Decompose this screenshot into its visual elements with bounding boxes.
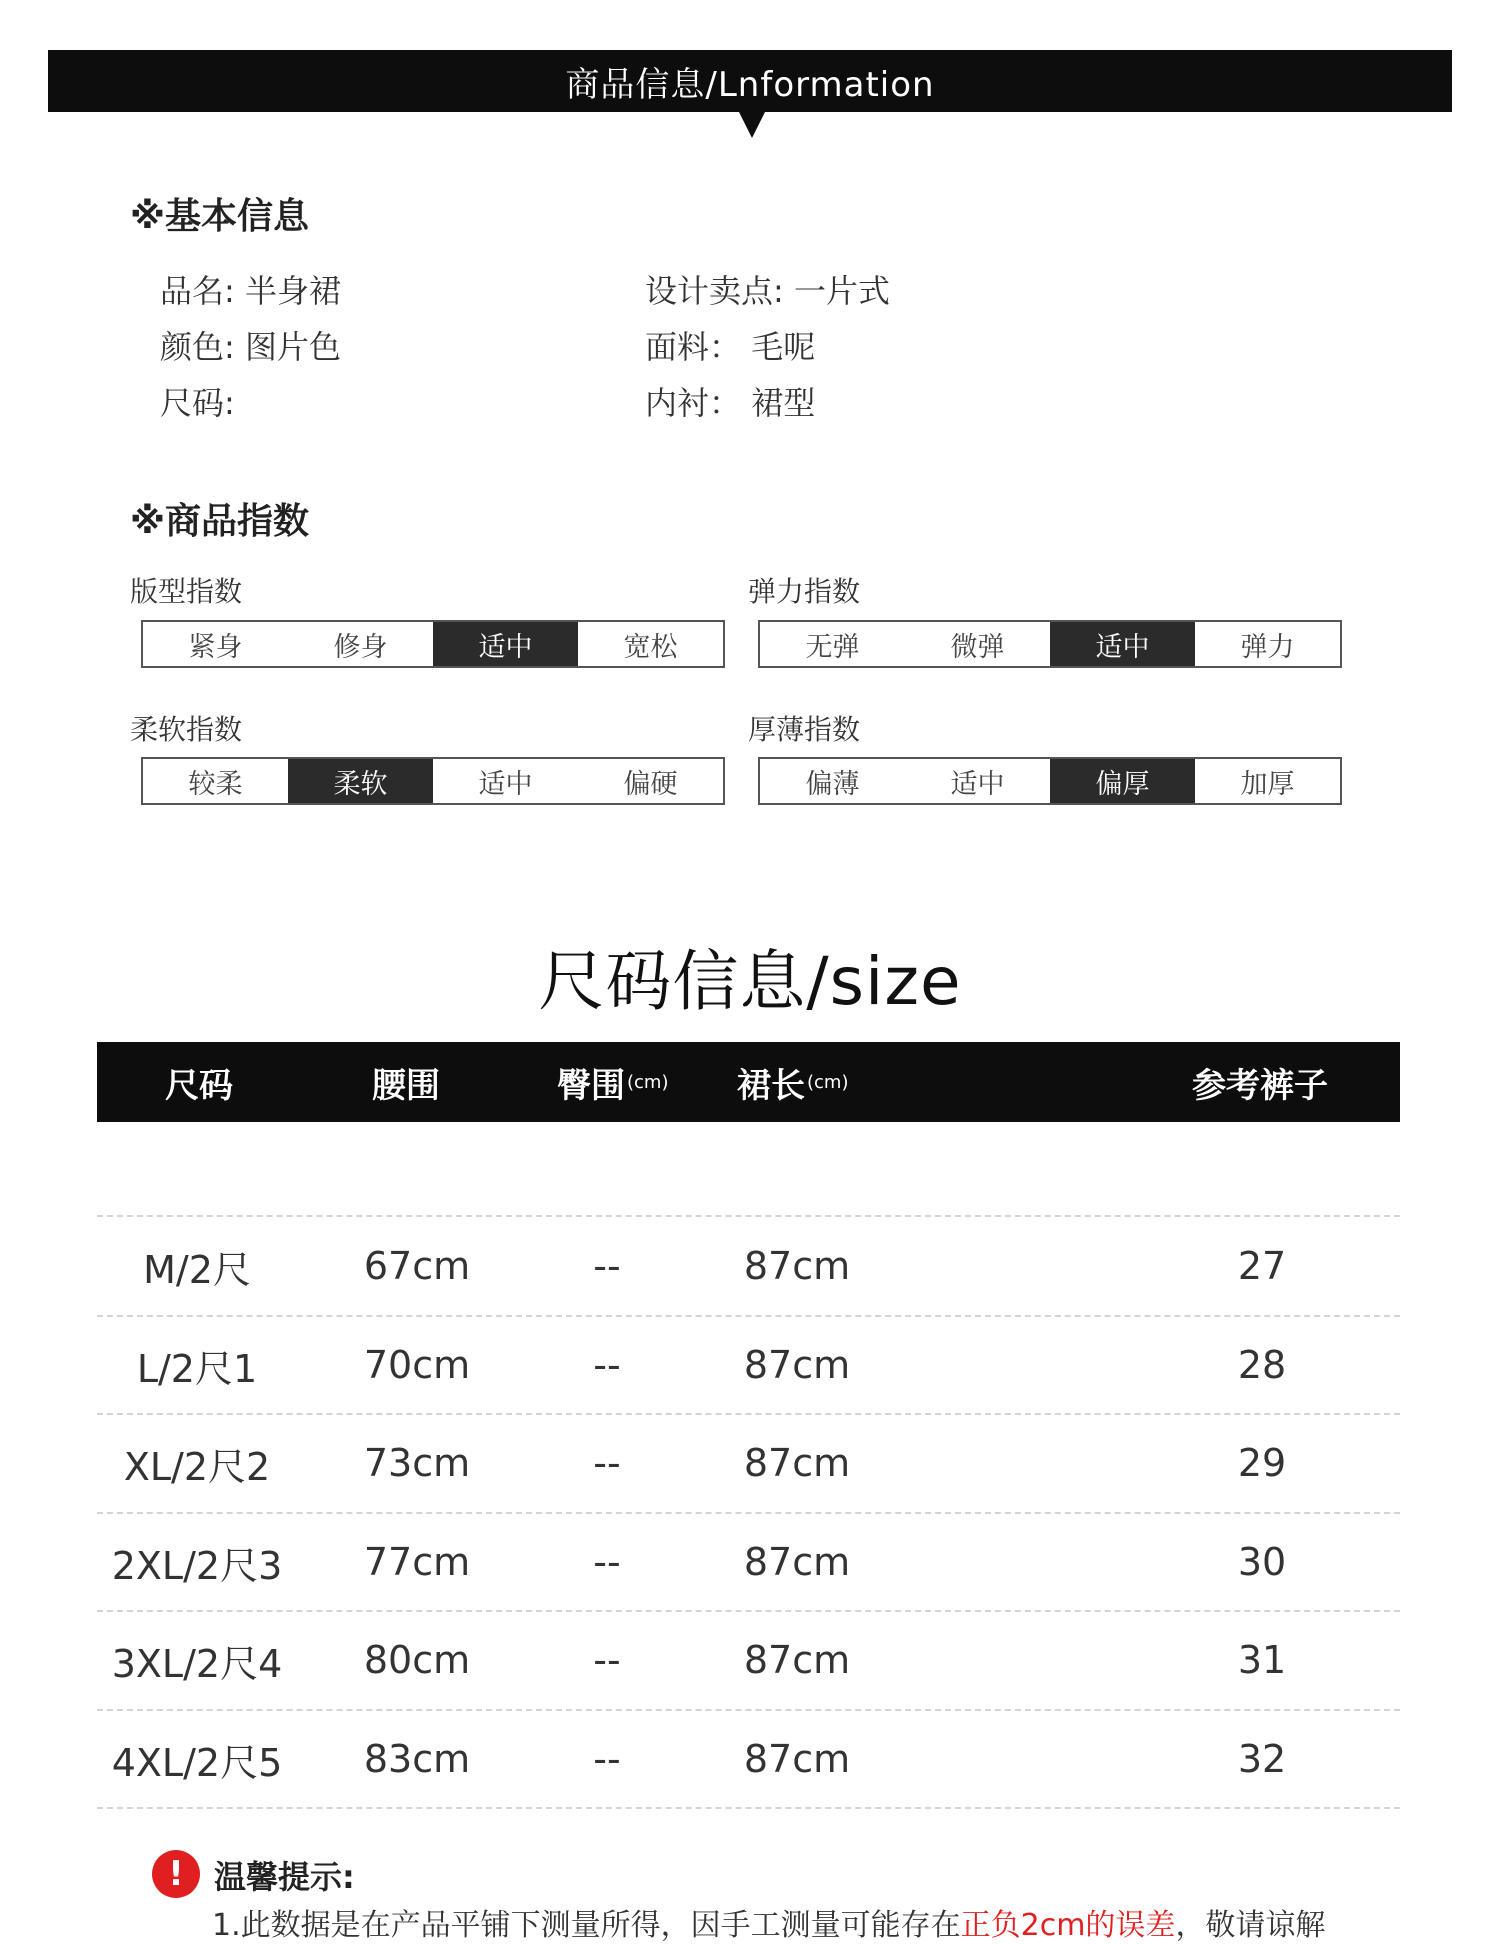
cell-waist: 70cm (363, 1343, 471, 1387)
field-value: 半身裙 (244, 272, 341, 310)
cell-waist: 83cm (363, 1737, 471, 1781)
cell-pants: 31 (1237, 1638, 1287, 1682)
header-hip-label: 臀围 (557, 1065, 625, 1106)
cell-waist: 67cm (363, 1244, 471, 1288)
cell-length: 87cm (743, 1244, 851, 1288)
scale-option: 较柔 (143, 759, 288, 803)
scale-option: 无弹 (760, 622, 905, 666)
cell-length: 87cm (743, 1737, 851, 1781)
field-design-feature (645, 266, 890, 312)
softness-scale (141, 757, 725, 805)
cell-size: L/2尺1 (136, 1346, 258, 1391)
header-length (737, 1042, 848, 1122)
scale-option-selected: 适中 (433, 622, 578, 666)
field-value: 毛呢 (751, 328, 816, 366)
cell-waist: 80cm (363, 1638, 471, 1682)
header-size: 尺码 (165, 1065, 233, 1106)
table-row (97, 1217, 1400, 1315)
cell-size: M/2尺 (143, 1247, 251, 1292)
scale-label-softness: 柔软指数 (130, 713, 243, 746)
tip-text-main: 1.此数据是在产品平铺下测量所得，因手工测量可能存在 (212, 1908, 961, 1943)
size-table-header (97, 1042, 1400, 1122)
field-label: 面料： (645, 328, 742, 366)
tip-text-end: ，敬请谅解 (1175, 1908, 1326, 1943)
field-lining (645, 378, 815, 424)
cell-length: 87cm (743, 1540, 851, 1584)
header-length-label: 裙长 (737, 1065, 805, 1106)
scale-option: 宽松 (578, 622, 723, 666)
scale-label-fit: 版型指数 (130, 575, 243, 608)
field-label: 尺码: (160, 384, 235, 422)
field-size (160, 378, 235, 424)
scale-option: 弹力 (1195, 622, 1340, 666)
basic-info-title: ※基本信息 (130, 196, 309, 237)
thickness-scale (758, 757, 1342, 805)
field-label: 品名: (160, 272, 235, 310)
product-index-title: ※商品指数 (130, 501, 309, 542)
field-value: 图片色 (244, 328, 341, 366)
scale-option: 偏硬 (578, 759, 723, 803)
cell-pants: 30 (1237, 1540, 1287, 1584)
cell-waist: 73cm (363, 1441, 471, 1485)
scale-option: 适中 (905, 759, 1050, 803)
table-row (97, 1316, 1400, 1414)
cell-hip: -- (593, 1441, 621, 1485)
information-title: 商品信息/Lnformation (565, 64, 935, 105)
scale-option-selected: 柔软 (288, 759, 433, 803)
field-label: 颜色: (160, 328, 235, 366)
cell-hip: -- (593, 1540, 621, 1584)
cell-pants: 28 (1237, 1343, 1287, 1387)
scale-option: 偏薄 (760, 759, 905, 803)
header-length-unit: (cm) (807, 1071, 849, 1093)
table-row (97, 1710, 1400, 1808)
table-row (97, 1611, 1400, 1709)
field-value: 一片式 (793, 272, 890, 310)
scale-option: 适中 (433, 759, 578, 803)
cell-waist: 77cm (363, 1540, 471, 1584)
information-header (48, 50, 1452, 112)
cell-size: 2XL/2尺3 (111, 1543, 283, 1588)
cell-size: 4XL/2尺5 (111, 1740, 283, 1785)
tip-text-highlight: 正负2cm的误差 (960, 1908, 1176, 1943)
field-label: 内衬： (645, 384, 742, 422)
cell-hip: -- (593, 1343, 621, 1387)
cell-pants: 27 (1237, 1244, 1287, 1288)
header-hip-unit: (cm) (627, 1071, 669, 1093)
cell-size: 3XL/2尺4 (111, 1641, 283, 1686)
field-value: 裙型 (751, 384, 816, 422)
table-row (97, 1414, 1400, 1512)
cell-hip: -- (593, 1737, 621, 1781)
scale-label-thickness: 厚薄指数 (748, 713, 861, 746)
field-product-name (160, 266, 341, 312)
header-hip (557, 1042, 668, 1122)
fit-scale (141, 620, 725, 668)
scale-option: 修身 (288, 622, 433, 666)
field-label: 设计卖点: (645, 272, 784, 310)
cell-pants: 29 (1237, 1441, 1287, 1485)
cell-hip: -- (593, 1638, 621, 1682)
header-reference-pants: 参考裤子 (1192, 1065, 1328, 1106)
field-fabric (645, 322, 815, 368)
field-color (160, 322, 341, 368)
cell-length: 87cm (743, 1638, 851, 1682)
table-row (97, 1513, 1400, 1611)
cell-length: 87cm (743, 1441, 851, 1485)
scale-label-elasticity: 弹力指数 (748, 575, 861, 608)
cell-length: 87cm (743, 1343, 851, 1387)
scale-option: 紧身 (143, 622, 288, 666)
elasticity-scale (758, 620, 1342, 668)
tip-title: 温馨提示: (214, 1858, 355, 1896)
header-pointer-arrow (738, 110, 766, 138)
scale-option-selected: 适中 (1050, 622, 1195, 666)
cell-hip: -- (593, 1244, 621, 1288)
exclamation-icon: ! (152, 1850, 200, 1898)
tip-text (212, 1900, 1325, 1944)
cell-pants: 32 (1237, 1737, 1287, 1781)
scale-option-selected: 偏厚 (1050, 759, 1195, 803)
scale-option: 加厚 (1195, 759, 1340, 803)
cell-size: XL/2尺2 (123, 1444, 271, 1489)
scale-option: 微弹 (905, 622, 1050, 666)
header-waist: 腰围 (372, 1065, 440, 1106)
size-info-title: 尺码信息/size (538, 943, 962, 1020)
